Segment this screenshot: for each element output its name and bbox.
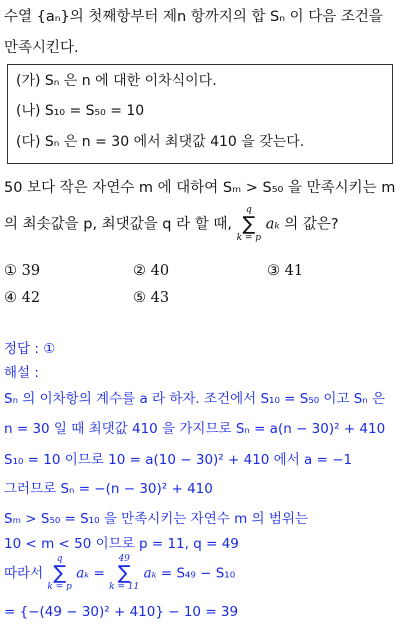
choice-value: 39 (21, 263, 41, 279)
question-ask-line1: 50 보다 작은 자연수 m 에 대하여 Sₘ > S₅₀ 을 만족시키는 m (4, 180, 396, 196)
question-intro: 수열 {aₙ}의 첫째항부터 제n 항까지의 합 Sₙ 이 다음 조건을 만족시킨다. (4, 9, 383, 56)
condition-label: (가) (16, 73, 41, 89)
summation-2 (109, 555, 139, 592)
condition-label: (다) (16, 134, 41, 150)
ask-text-b: 의 값은? (284, 216, 339, 233)
condition-na (16, 101, 144, 121)
choice-1[interactable] (4, 263, 40, 279)
condition-ga (16, 71, 217, 91)
solution-final: = {−(49 − 30)² + 410} − 10 = 39 (4, 604, 239, 620)
choice-mark: ③ (267, 263, 280, 279)
sum1-upper: q (56, 554, 63, 564)
condition-text: S₁₀ = S₅₀ = 10 (44, 103, 145, 119)
condition-da (16, 132, 304, 152)
sigma-icon: ∑ (53, 562, 67, 584)
question-ask-line2 (4, 206, 339, 243)
sum-term: aₖ (265, 216, 280, 233)
sum1-term: aₖ (76, 565, 90, 582)
choice-3[interactable] (267, 263, 303, 279)
solution-line-3: S₁₀ = 10 이므로 10 = a(10 − 30)² + 410 에서 a = −1 (4, 452, 353, 468)
solution-line-2: n = 30 일 때 최댓값 410 을 가지므로 Sₙ = a(n − 30)² + 410 (4, 421, 386, 437)
solution-line-5: Sₘ > S₅₀ = S₁₀ 을 만족시키는 자연수 m 의 범위는 (4, 511, 308, 527)
solution-line-6: 10 < m < 50 이므로 p = 11, q = 49 (4, 536, 239, 552)
solution-line-1: Sₙ 의 이차항의 계수를 a 라 하자. 조건에서 S₁₀ = S₅₀ 이고 Sₙ 은 (4, 391, 386, 407)
choice-4[interactable] (4, 290, 40, 306)
sum-lower: k = p (236, 233, 262, 243)
choice-mark: ② (133, 263, 146, 279)
conditions-box (7, 64, 393, 164)
choice-value: 42 (21, 290, 41, 306)
sum1-lower: k = p (47, 582, 72, 592)
solution-line-4: 그러므로 Sₙ = −(n − 30)² + 410 (4, 481, 213, 497)
sum2-upper: 49 (118, 554, 130, 564)
sum-upper: q (245, 205, 252, 215)
choice-2[interactable] (133, 263, 169, 279)
ask-text-a: 의 최솟값을 p, 최댓값을 q 라 할 때, (4, 216, 232, 233)
condition-text: Sₙ 은 n 에 대한 이차식이다. (44, 73, 217, 89)
sum2-term: aₖ (143, 565, 157, 582)
answer-line: 정답 : ① (4, 341, 56, 357)
sum-prefix: 따라서 (4, 565, 44, 582)
sum-tail: = S₄₉ − S₁₀ (160, 565, 236, 582)
choice-mark: ④ (4, 290, 17, 306)
condition-text: Sₙ 은 n = 30 에서 최댓값 410 을 갖는다. (44, 134, 305, 150)
summation-1 (47, 555, 71, 592)
choice-value: 43 (150, 290, 170, 306)
choice-mark: ⑤ (133, 290, 146, 306)
solution-sum-line (4, 555, 235, 592)
choice-mark: ① (4, 263, 17, 279)
choice-value: 40 (150, 263, 170, 279)
sigma-icon: ∑ (117, 562, 131, 584)
summation (237, 206, 261, 243)
sum2-lower: k = 11 (109, 582, 140, 592)
sigma-icon: ∑ (242, 213, 256, 235)
condition-label: (나) (16, 103, 41, 119)
choice-5[interactable] (133, 290, 169, 306)
explanation-heading: 해설 : (4, 365, 39, 381)
choice-value: 41 (284, 263, 304, 279)
sum-eq: = (93, 565, 105, 582)
